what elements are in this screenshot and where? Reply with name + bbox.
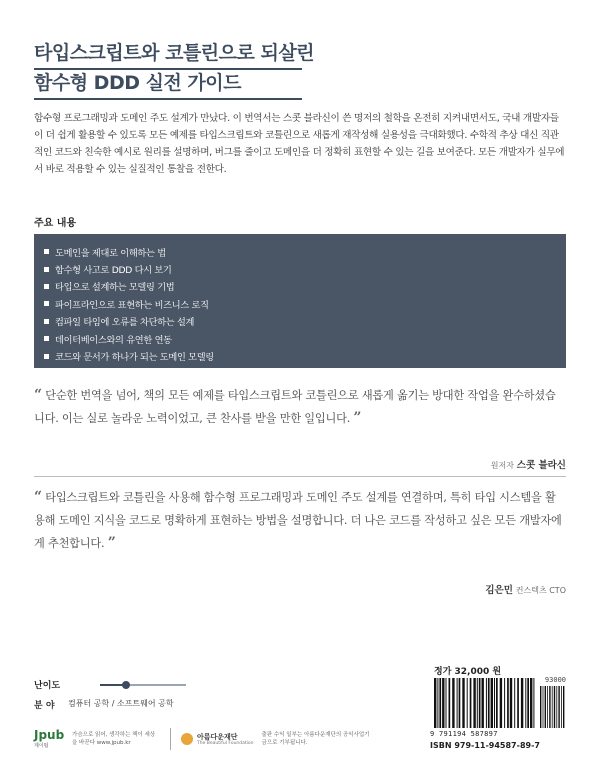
barcode-bar [488, 678, 490, 728]
barcode-icon [430, 676, 566, 730]
intro-paragraph: 함수형 프로그래밍과 도메인 주도 설계가 만났다. 이 번역서는 스콧 블라신이 쓴 명저의 철학을 온전히 지켜내면서도, 국내 개발자들이 더 쉽게 활용할 수 있도록 모든 예제를 타입스크립트와 코틀린으로 새롭게 재작성해 실용성을 극대화했다. 수학적 추상 대신 직관적인 코드와 친숙한 예시로 원리를 설명하며, 버그를 줄이고 도메인을 더 정확히 표현할 수 있는 길을 보여준다. 모든 개발자가 실무에서 바로 적용할 수 있는 실질적인 통찰을 전한다. [34, 113, 565, 175]
contents-item-label: 함수형 사고로 DDD 다시 보기 [55, 265, 172, 277]
contents-heading: 주요 내용 [34, 218, 77, 229]
barcode-bar [510, 678, 512, 728]
square-bullet-icon [44, 354, 49, 359]
contents-item [44, 278, 556, 295]
barcode-bar [533, 678, 534, 728]
title-line-2: 함수형 DDD 실전 가이드 [34, 72, 241, 94]
barcode-bar [517, 678, 519, 728]
barcode-bar [527, 678, 529, 728]
difficulty-label: 난이도 [34, 681, 61, 691]
barcode-addon-bar [545, 686, 546, 728]
foundation-logo [181, 733, 254, 746]
barcode-bar [491, 678, 493, 728]
barcode-bar [500, 678, 502, 728]
contents-item [44, 260, 556, 277]
difficulty-knob-icon [122, 681, 130, 689]
isbn-label: ISBN 979-11-94587-89-7 [430, 741, 540, 750]
contents-item [44, 313, 556, 330]
barcode-bar [477, 678, 478, 728]
foundation-name: 아름다운재단 [197, 732, 238, 741]
attribution-name: 김은민 [485, 585, 513, 596]
attribution-role: 원저자 [490, 461, 514, 470]
contents-box [34, 234, 566, 368]
barcode-addon-bar [558, 686, 559, 728]
price-label: 정가 32,000 원 [434, 667, 502, 677]
barcode-addon: 93000 [544, 676, 566, 684]
contents-item [44, 347, 556, 364]
footer-divider [170, 728, 171, 750]
contents-item-label: 코드와 문서가 하나가 되는 도메인 모델링 [55, 352, 214, 364]
close-quote-icon: ” [107, 535, 116, 551]
barcode-bar [494, 678, 495, 728]
field-label: 분 야 [34, 701, 55, 711]
jpub-logo [34, 729, 64, 749]
barcode-bar [470, 678, 472, 728]
foundation-flower-icon [181, 733, 193, 745]
barcode-bar [459, 678, 461, 728]
barcode-bar [439, 678, 441, 728]
field-value: 컴퓨터 공학 / 소프트웨어 공학 [68, 699, 174, 708]
foundation-sub: The Beautiful Foundation [197, 740, 254, 746]
barcode-bar [452, 678, 454, 728]
barcode-digits: 9 791194 587897 [430, 730, 498, 738]
contents-item-label: 타입으로 설계하는 모델링 기법 [55, 282, 175, 294]
barcode-bar [462, 678, 464, 728]
contents-item-label: 컴파일 타임에 오류를 차단하는 설계 [55, 317, 195, 329]
barcode-addon-bar [540, 686, 541, 728]
barcode-bar [504, 678, 505, 728]
barcode-bar [449, 678, 451, 728]
barcode-addon-bar [556, 686, 557, 728]
foundation-tagline: 출판 수익 일부는 아름다운재단의 공익사업기금으로 기부됩니다. [261, 732, 370, 746]
barcode-bar [514, 678, 515, 728]
title-line-1: 타입스크립트와 코틀린으로 되살린 [34, 42, 315, 64]
square-bullet-icon [44, 267, 49, 272]
square-bullet-icon [44, 301, 49, 306]
publisher-footer [34, 728, 374, 750]
barcode-addon-bar [552, 686, 553, 728]
barcode-bar [521, 678, 523, 728]
barcode-bar [442, 678, 444, 728]
barcode-addon-bar [549, 686, 550, 728]
square-bullet-icon [44, 284, 49, 289]
barcode-bar [434, 678, 436, 728]
title-underline-1 [34, 68, 302, 70]
barcode-addon-bar [563, 686, 564, 728]
title-underline-2 [34, 98, 302, 100]
barcode-bar [530, 678, 532, 728]
jpub-logo-sub: 제이펍 [34, 743, 49, 749]
barcode-bar [496, 678, 498, 728]
quote-1 [34, 384, 566, 430]
attribution-role: 컨스텍츠 CTO [515, 586, 566, 595]
quote-1-attribution [491, 457, 566, 471]
contents-item [44, 243, 556, 260]
barcode-bar [473, 678, 475, 728]
attribution-name: 스콧 블라신 [516, 460, 566, 471]
barcode-bar [486, 678, 487, 728]
difficulty-slider [100, 684, 186, 686]
open-quote-icon: “ [34, 387, 42, 403]
contents-item-label: 데이터베이스와의 유연한 연동 [55, 334, 172, 346]
jpub-logo-word: Jpub [34, 728, 65, 742]
barcode-bar [467, 678, 468, 728]
barcode-bar [525, 678, 526, 728]
field-row [34, 698, 174, 711]
quote-text: 타입스크립트와 코틀린을 사용해 함수형 프로그래밍과 도메인 주도 설계를 연결하며, 특히 타입 시스템을 활용해 도메인 지식을 코드로 명확하게 표현하는 방법을 설명합니다. 더 나은 코드를 작성하고 싶은 모든 개발자에게 추천합니다. [34, 491, 562, 550]
barcode-bar [446, 678, 447, 728]
close-quote-icon: ” [353, 410, 362, 426]
quote-2 [34, 486, 566, 555]
contents-item-label: 도메인을 제대로 이해하는 법 [55, 247, 166, 259]
square-bullet-icon [44, 336, 49, 341]
quote-2-attribution [485, 582, 566, 596]
contents-item [44, 295, 556, 312]
barcode-bar [507, 678, 509, 728]
quote-divider [34, 476, 566, 477]
contents-item [44, 330, 556, 347]
contents-item-label: 파이프라인으로 표현하는 비즈니스 로직 [55, 299, 209, 311]
barcode-addon-bar [554, 686, 555, 728]
publisher-tagline: 가슴으로 읽어, 생각하는 책이 세상을 바꾼다 www.jpub.kr [72, 732, 156, 746]
barcode-bar [479, 678, 481, 728]
barcode-addon-bar [561, 686, 562, 728]
barcode-addon-bar [543, 686, 544, 728]
square-bullet-icon [44, 319, 49, 324]
square-bullet-icon [44, 249, 49, 254]
barcode-bar [482, 678, 484, 728]
barcode-addon-bar [547, 686, 548, 728]
barcode-bar [437, 678, 438, 728]
barcode-bar [457, 678, 458, 728]
difficulty-row [34, 678, 186, 691]
quote-text: 단순한 번역을 넘어, 책의 모든 예제를 타입스크립트와 코틀린으로 새롭게 옮기는 방대한 작업을 완수하셨습니다. 이는 실로 놀라운 노력이었고, 큰 찬사를 받을 만한 일입니다. [34, 389, 556, 425]
open-quote-icon: “ [34, 489, 42, 505]
